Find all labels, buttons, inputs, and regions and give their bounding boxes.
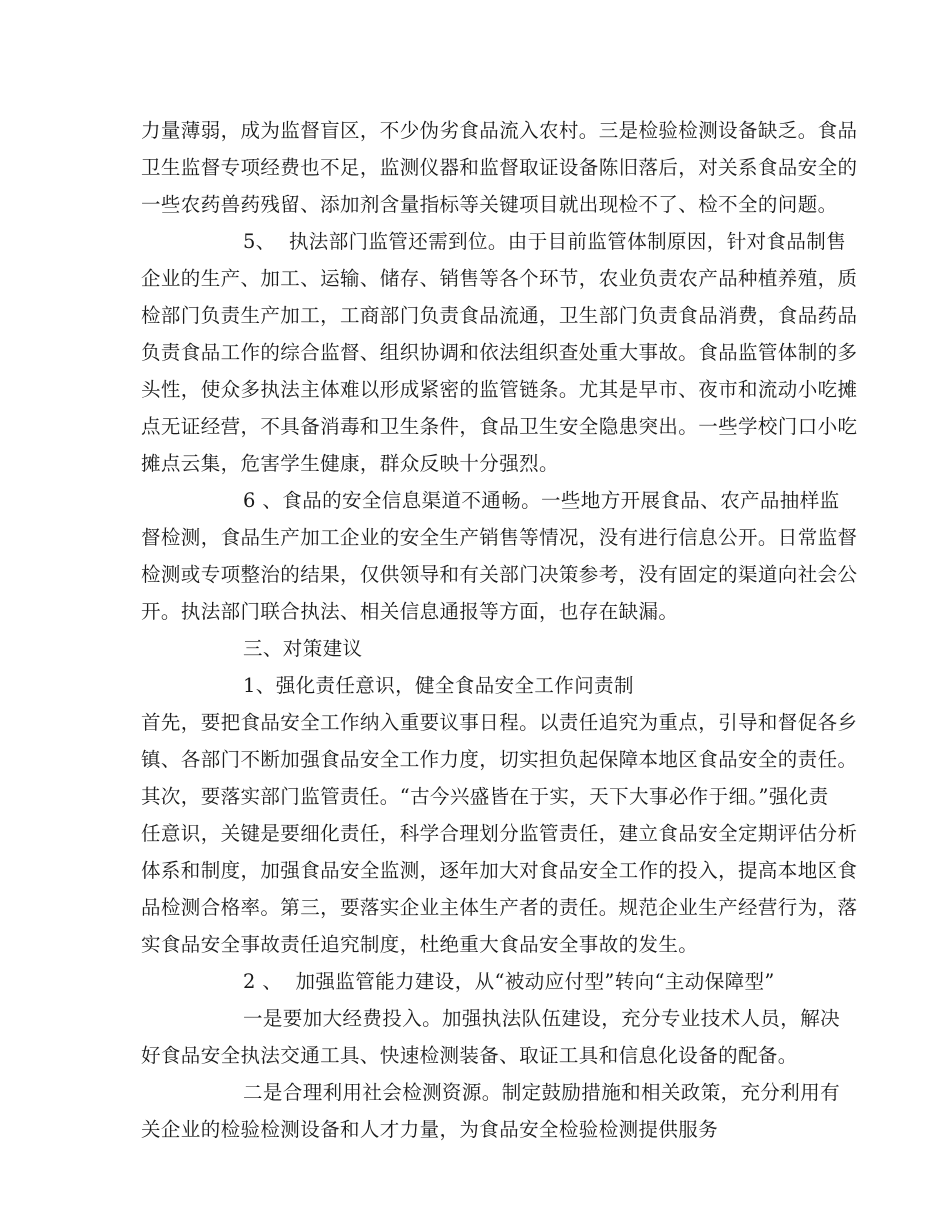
text-line: 关企业的检验检测设备和人才力量，为食品安全检验检测提供服务 <box>141 1118 719 1141</box>
text-line: 一些农药兽药残留、添加剂含量指标等关键项目就出现检不了、检不全的问题。 <box>141 193 838 216</box>
text-line: 督检测，食品生产加工企业的安全生产销售等情况，没有进行信息公开。日常监督 <box>141 526 858 549</box>
subsection-heading: 1、强化责任意识，健全食品安全工作问责制 <box>243 674 634 697</box>
text-line: 卫生监督专项经费也不足，监测仪器和监督取证设备陈旧落后，对关系食品安全的 <box>141 156 858 179</box>
text-line: 镇、各部门不断加强食品安全工作力度，切实担负起保障本地区食品安全的责任。 <box>141 748 858 771</box>
text-line: 检测或专项整治的结果，仅供领导和有关部门决策参考，没有固定的渠道向社会公 <box>141 563 858 586</box>
text-line: 其次，要落实部门监管责任。“古今兴盛皆在于实，天下大事必作于细。”强化责 <box>141 785 829 808</box>
text-line: 检部门负责生产加工，工商部门负责食品流通，卫生部门负责食品消费，食品药品 <box>141 304 858 327</box>
section-heading: 三、对策建议 <box>243 637 363 660</box>
text-line: 首先，要把食品安全工作纳入重要议事日程。以责任追究为重点，引导和督促各乡 <box>141 711 858 734</box>
text-line: 二是合理利用社会检测资源。制定鼓励措施和相关政策，充分利用有 <box>243 1081 841 1104</box>
text-line: 开。执法部门联合执法、相关信息通报等方面，也存在缺漏。 <box>141 600 679 623</box>
text-line: 摊点云集，危害学生健康，群众反映十分强烈。 <box>141 452 559 475</box>
text-line: 力量薄弱，成为监督盲区，不少伪劣食品流入农村。三是检验检测设备缺乏。食品 <box>141 119 858 142</box>
text-line: 实食品安全事故责任追究制度，杜绝重大食品安全事故的发生。 <box>141 933 699 956</box>
text-line: 体系和制度，加强食品安全监测，逐年加大对食品安全工作的投入，提高本地区食 <box>141 859 858 882</box>
text-line: 企业的生产、加工、运输、储存、销售等各个环节，农业负责农产品种植养殖，质 <box>141 267 858 290</box>
subsection-heading: 2 、 加强监管能力建设，从“被动应付型”转向“主动保障型” <box>243 970 775 993</box>
section-item-5: 5、 执法部门监管还需到位。由于目前监管体制原因，针对食品制售 <box>243 230 847 253</box>
text-line: 负责食品工作的综合监督、组织协调和依法组织查处重大事故。食品监管体制的多 <box>141 341 858 364</box>
text-line: 品检测合格率。第三，要落实企业主体生产者的责任。规范企业生产经营行为，落 <box>141 896 858 919</box>
text-line: 一是要加大经费投入。加强执法队伍建设，充分专业技术人员，解决 <box>243 1007 841 1030</box>
text-line: 点无证经营，不具备消毒和卫生条件，食品卫生安全隐患突出。一些学校门口小吃 <box>141 415 858 438</box>
text-line: 好食品安全执法交通工具、快速检测装备、取证工具和信息化设备的配备。 <box>141 1044 798 1067</box>
text-line: 头性，使众多执法主体难以形成紧密的监管链条。尤其是早市、夜市和流动小吃摊 <box>141 378 858 401</box>
text-line: 任意识，关键是要细化责任，科学合理划分监管责任，建立食品安全定期评估分析 <box>141 822 858 845</box>
section-item-6: 6 、食品的安全信息渠道不通畅。一些地方开展食品、农产品抽样监 <box>243 489 840 512</box>
